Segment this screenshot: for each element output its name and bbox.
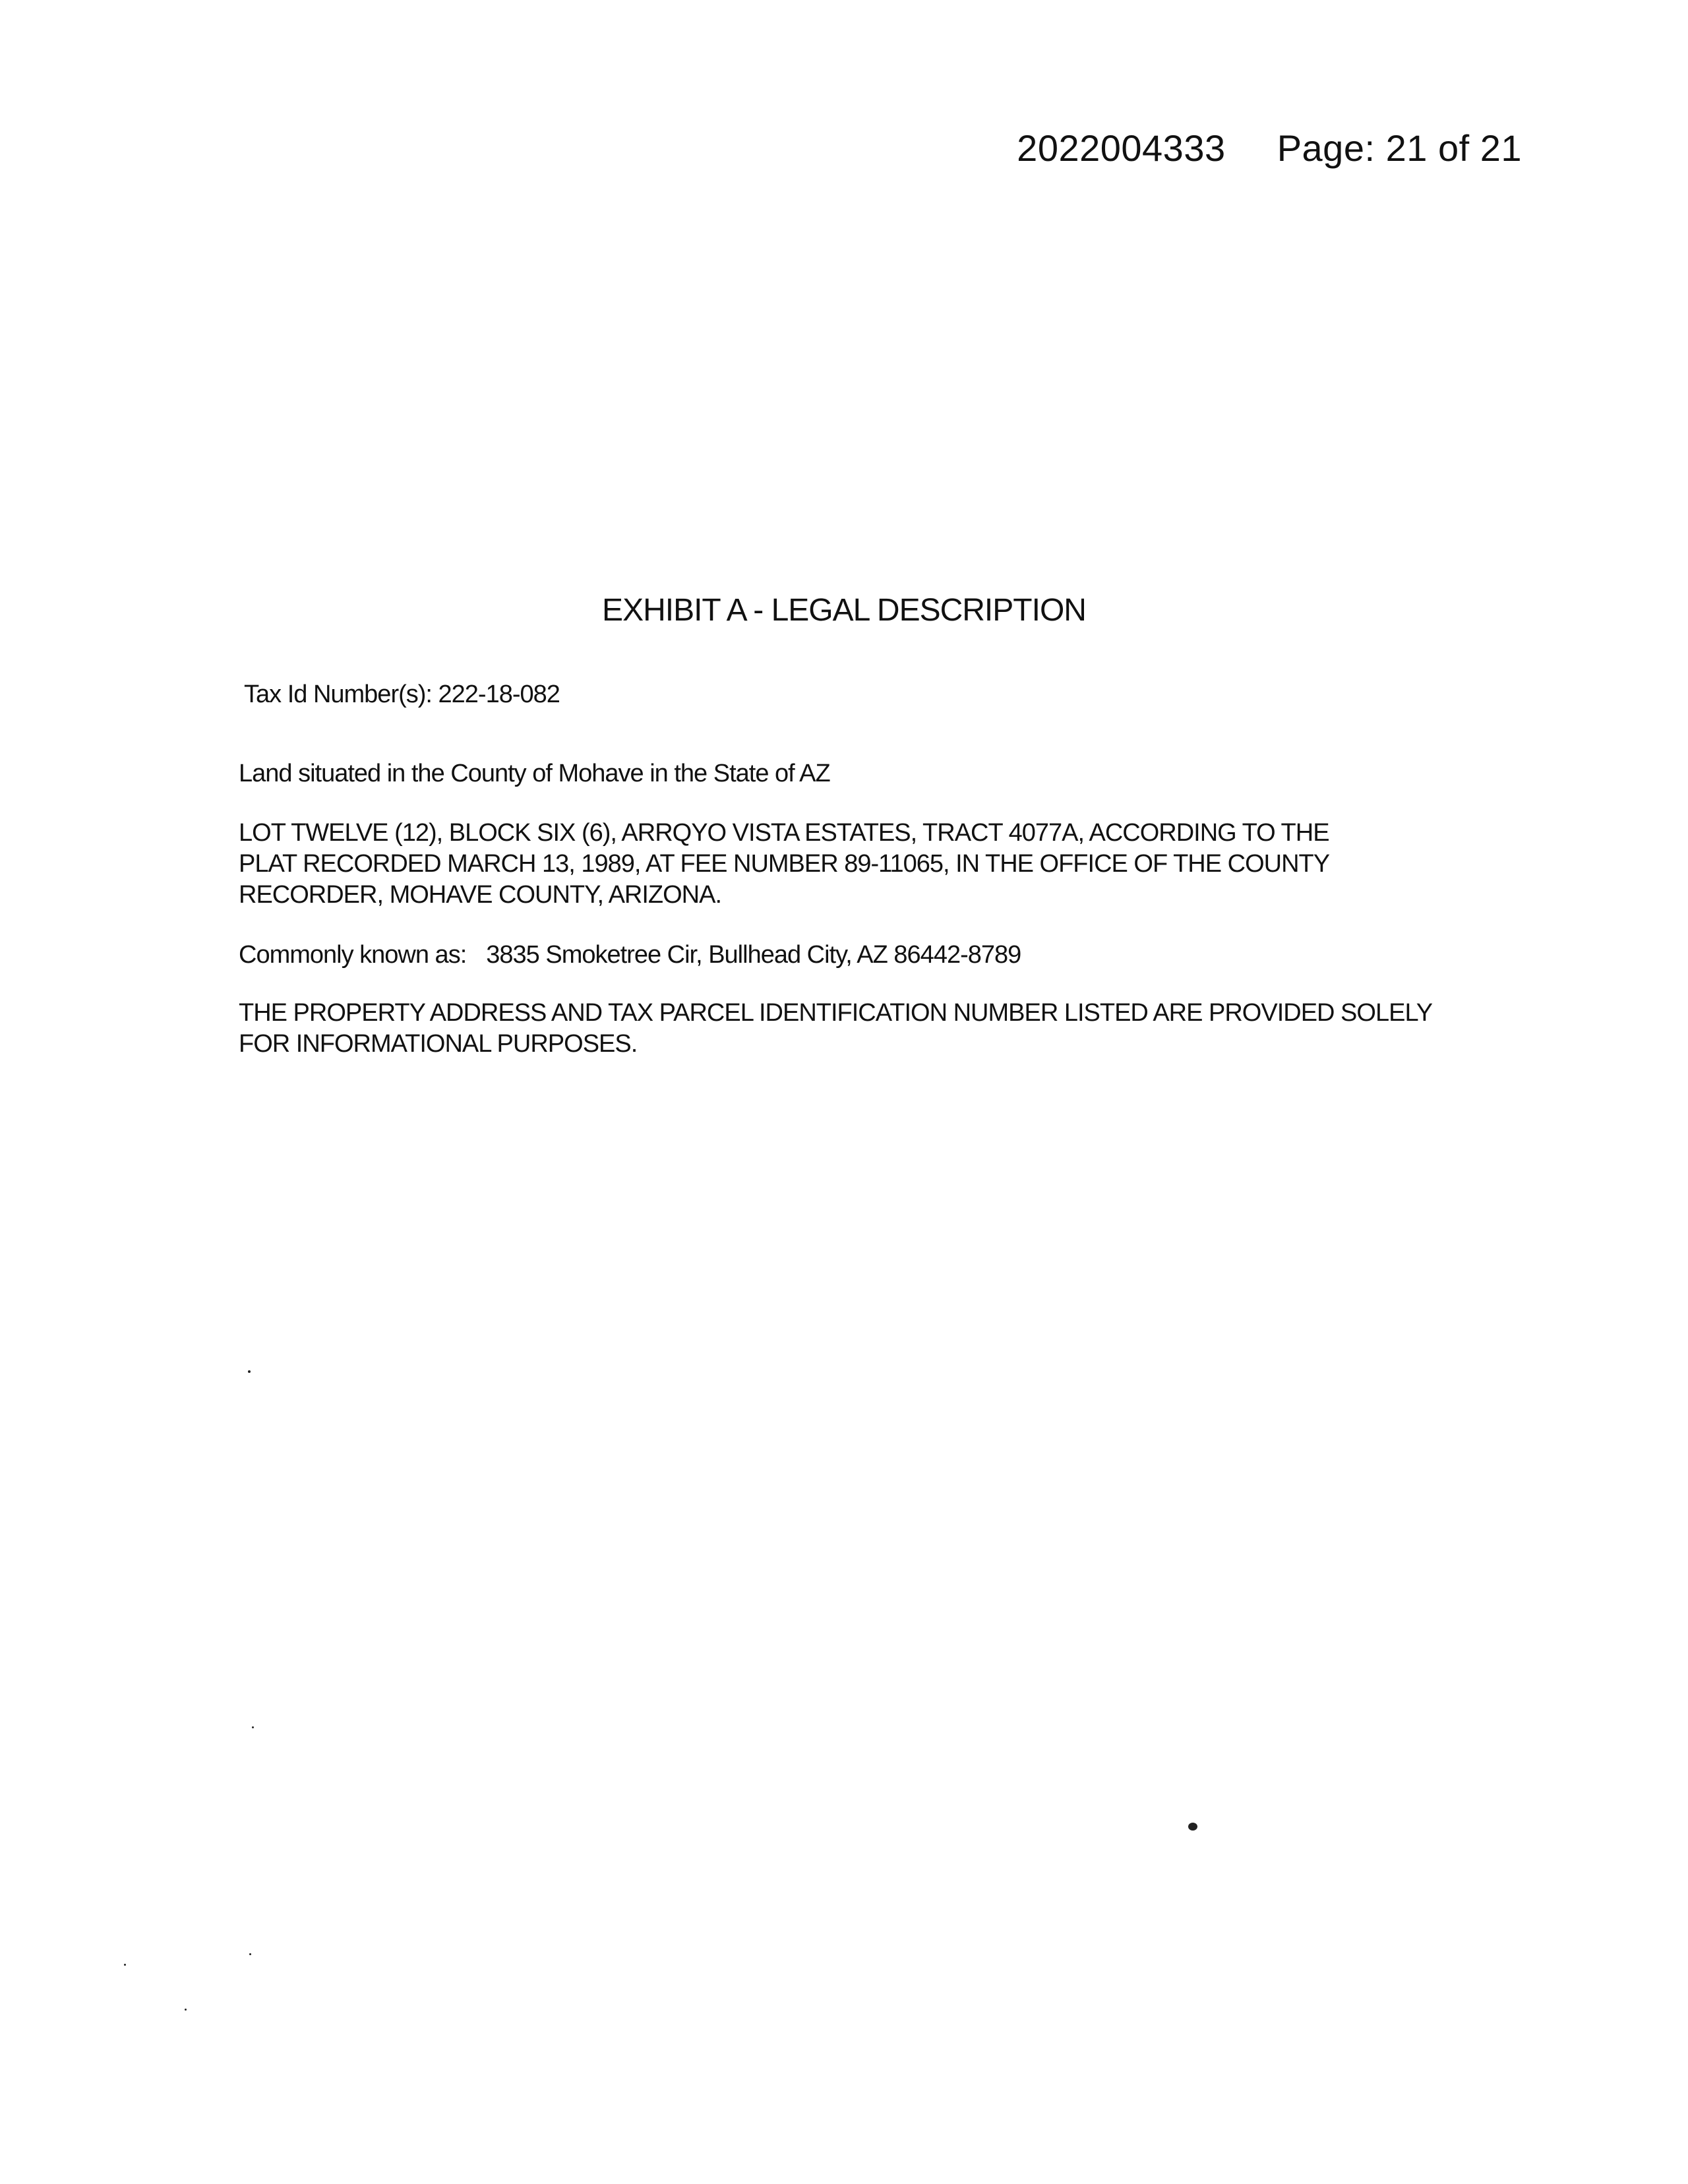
scan-speck <box>252 1726 254 1728</box>
legal-description: LOT TWELVE (12), BLOCK SIX (6), ARRQYO VISTA ESTATES, TRACT 4077A, ACCORDING TO THE PLAT RECORDED MARCH 13, 1989, AT FEE NUMBER 89-11065, IN THE OFFICE OF THE COUNTY RECORDER, MOHAVE COUNTY, ARIZONA. <box>239 819 1329 909</box>
disclaimer-text: THE PROPERTY ADDRESS AND TAX PARCEL IDENTIFICATION NUMBER LISTED ARE PROVIDED SOLELY FOR INFORMATIONAL PURPOSES. <box>239 999 1432 1058</box>
exhibit-title: EXHIBIT A - LEGAL DESCRIPTION <box>602 593 1086 628</box>
property-address: 3835 Smoketree Cir, Bullhead City, AZ 86442-8789 <box>486 941 1021 969</box>
scan-speck <box>249 1953 251 1955</box>
tax-id-number: Tax Id Number(s): 222-18-082 <box>244 681 560 708</box>
scan-speck <box>185 2009 187 2011</box>
scan-speck <box>248 1370 251 1373</box>
scan-speck <box>124 1964 126 1966</box>
commonly-known-as <box>239 940 1492 971</box>
page-indicator: Page: 21 of 21 <box>1277 127 1522 169</box>
commonly-known-label: Commonly known as: <box>239 941 467 969</box>
page-header <box>1017 127 1522 169</box>
land-situated-text: Land situated in the County of Mohave in the State of AZ <box>239 760 830 787</box>
scan-speck <box>1188 1823 1197 1831</box>
document-number: 2022004333 <box>1017 127 1226 169</box>
